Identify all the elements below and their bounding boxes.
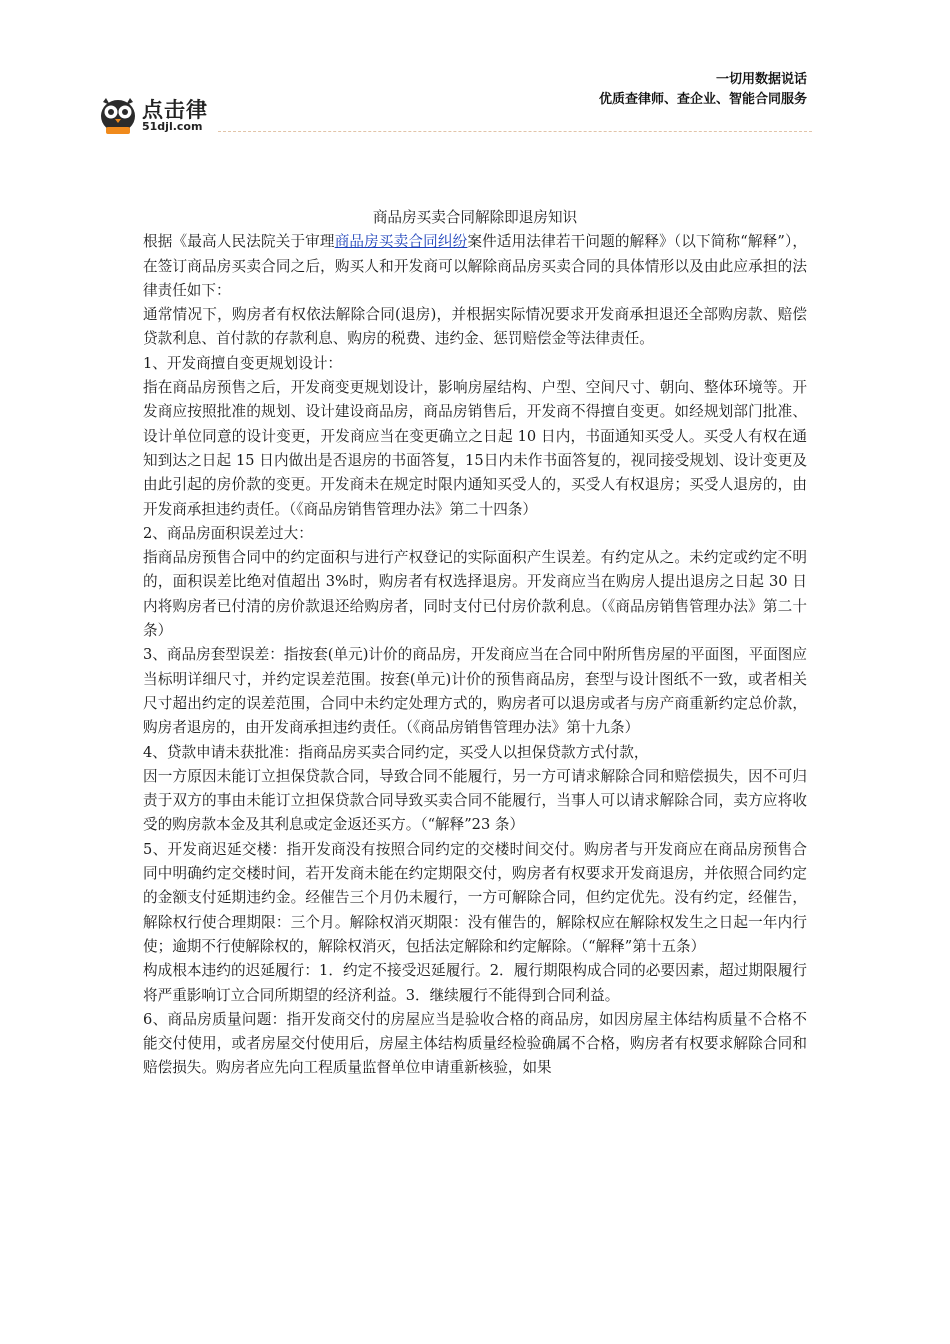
paragraph-1: 指在商品房预售之后，开发商变更规划设计，影响房屋结构、户型、空间尺寸、朝向、整体环境等。开发商应按照批准的规划、设计建设商品房，商品房销售后，开发商不得擅自变更。如经规划部门批准、设计单位同意的设计变更，开发商应当在变更确立之日起 10 日内，书面通知买受人。买受人有权在通知到达之日起 15 日内做出是否退房的书面答复，15日内未作书面答复的，视同接受规划、设计变更及由此引起的房价款的变更。开发商未在规定时限内通知买受人的，买受人有权退房；买受人退房的，由开发商承担违约责任。（《商品房销售管理办法》第二十四条） <box>143 379 807 518</box>
page-header <box>0 0 950 140</box>
heading-2: 2、商品房面积误差过大： <box>143 524 313 542</box>
paragraph-2: 指商品房预售合同中的约定面积与进行产权登记的实际面积产生误差。有约定从之。未约定或约定不明的，面积误差比绝对值超出 3%时，购房者有权选择退房。开发商应当在购房人提出退房之日起 30 日内将购房者已付清的房价款退还给购房者，同时支付已付房价款利息。（《商品房销售管理办法》第二十条） <box>143 549 807 640</box>
intro-paragraph <box>143 230 807 303</box>
slogan-line-1: 一切用数据说话 <box>715 72 807 87</box>
heading-4: 4、贷款申请未获批准：指商品房买卖合同约定，买受人以担保贷款方式付款， <box>143 743 649 761</box>
paragraph-5: 5、开发商迟延交楼：指开发商没有按照合同约定的交楼时间交付。购房者与开发商应在商品房预售合同中明确约定交楼时间，若开发商未能在约定期限交付，购房者有权要求开发商退房，并依照合同约定的金额支付延期违约金。经催告三个月仍未履行，一方可解除合同，但约定优先。没有约定，经催告，解除权行使合理期限：三个月。解除权消灭期限：没有催告的，解除权应在解除权发生之日起一年内行使；逾期不行使解除权的，解除权消灭，包括法定解除和约定解除。（“解释”第十五条） <box>143 840 807 955</box>
owl-logo-icon <box>98 94 138 138</box>
paragraph-3: 3、商品房套型误差：指按套(单元)计价的商品房，开发商应当在合同中附所售房屋的平面图，平面图应当标明详细尺寸，并约定误差范围。按套(单元)计价的预售商品房，套型与设计图纸不一致，或者相关尺寸超出约定的误差范围，合同中未约定处理方式的，购房者可以退房或者与房产商重新约定总价款，购房者退房的，由开发商承担违约责任。（《商品房销售管理办法》第十九条） <box>143 646 807 737</box>
heading-1: 1、开发商擅自变更规划设计： <box>143 354 343 372</box>
header-slogan <box>599 70 807 110</box>
header-divider <box>218 131 812 132</box>
intro-text-after: 案件适用法律若干问题的解释》（以下简称“解释”），在签订商品房买卖合同之后，购买人和开发商可以解除商品房买卖合同的具体情形以及由此应承担的法律责任如下： <box>143 233 807 299</box>
intro-text-before: 根据《最高人民法院关于审理 <box>143 233 335 251</box>
document-body <box>143 206 807 1081</box>
slogan-line-2: 优质查律师、查企业、智能合同服务 <box>598 92 807 107</box>
paragraph-delay: 构成根本违约的迟延履行：1．约定不接受迟延履行。2．履行期限构成合同的必要因素，超过期限履行将严重影响订立合同所期望的经济利益。3．继续履行不能得到合同利益。 <box>143 962 807 1004</box>
logo-domain: 51djl.com <box>142 120 203 133</box>
dispute-link[interactable]: 商品房买卖合同纠纷 <box>334 233 468 251</box>
paragraph-6: 6、商品房质量问题：指开发商交付的房屋应当是验收合格的商品房，如因房屋主体结构质量不合格不能交付使用，或者房屋交付使用后，房屋主体结构质量经检验确属不合格，购房者有权要求解除合同和赔偿损失。购房者应先向工程质量监督单位申请重新核验，如果 <box>143 1010 807 1077</box>
paragraph-4: 因一方原因未能订立担保贷款合同，导致合同不能履行，另一方可请求解除合同和赔偿损失，因不可归责于双方的事由未能订立担保贷款合同导致买卖合同不能履行，当事人可以请求解除合同，卖方应将收受的购房款本金及其利息或定金返还买方。（“解释”23 条） <box>143 767 807 834</box>
paragraph-general: 通常情况下，购房者有权依法解除合同(退房)，并根据实际情况要求开发商承担退还全部购房款、赔偿贷款利息、首付款的存款利息、购房的税费、违约金、惩罚赔偿金等法律责任。 <box>143 306 807 348</box>
logo-text: 点击律 <box>142 98 208 122</box>
document-title: 商品房买卖合同解除即退房知识 <box>372 209 578 226</box>
